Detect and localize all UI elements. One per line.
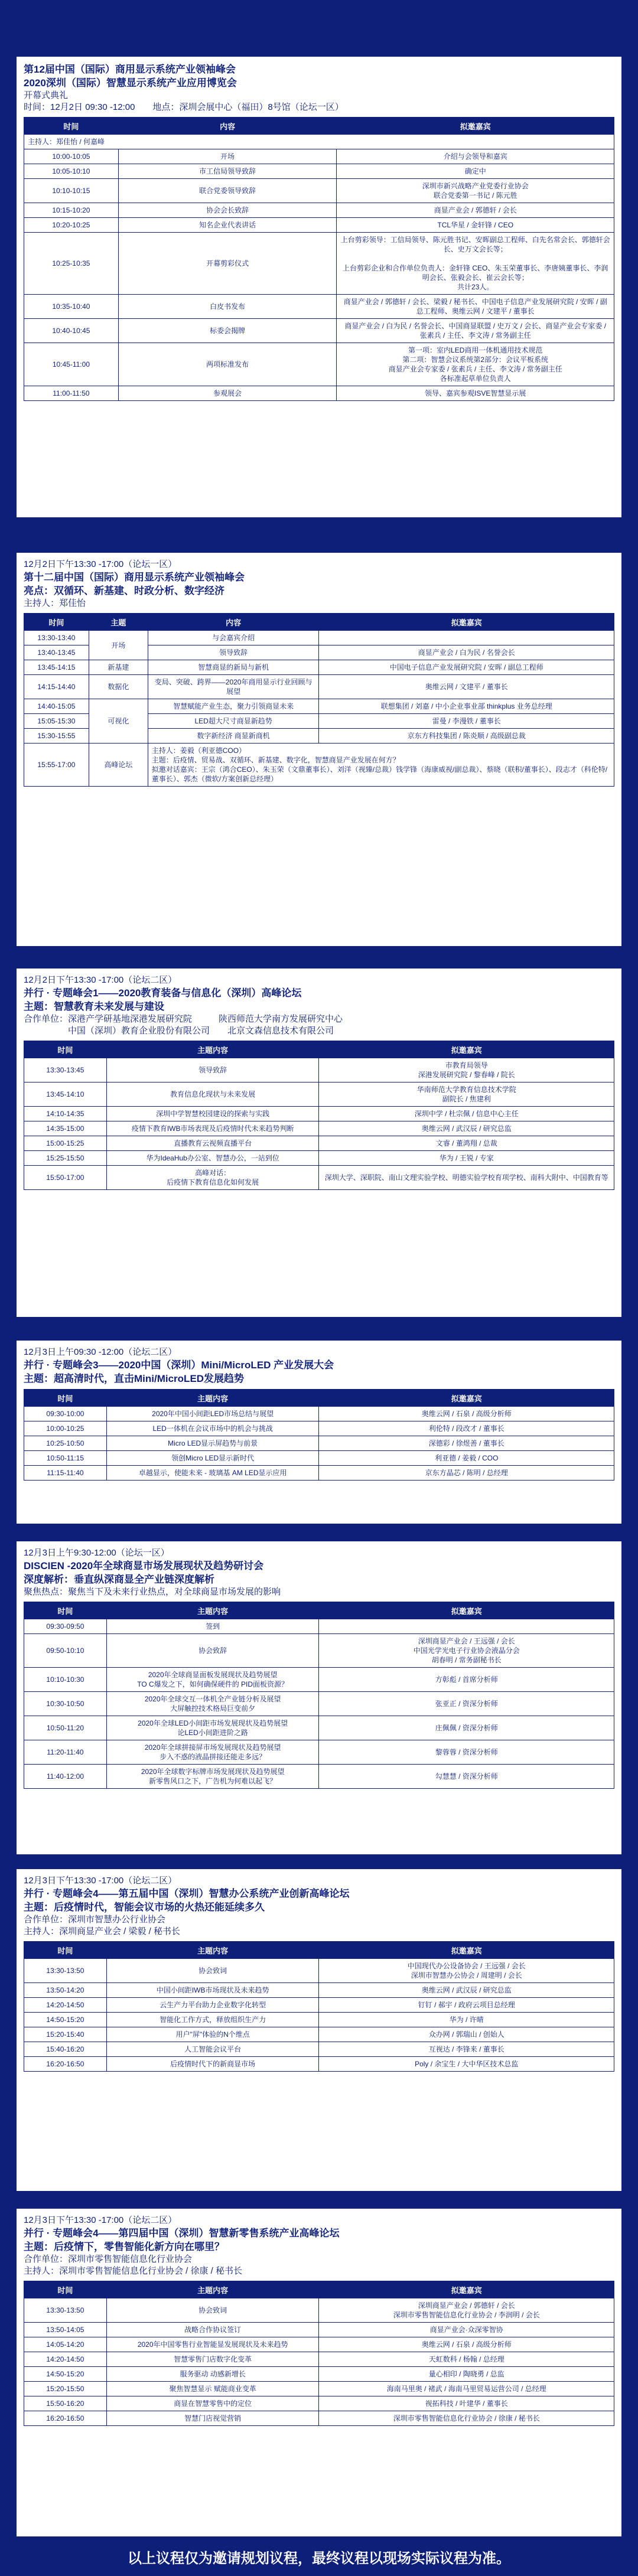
table-row [24,2396,614,2411]
section-header-line: 12月3日上午09:30 -12:00（论坛二区） [24,1347,177,1357]
table-cell: 11:40-12:00 [24,1765,107,1789]
table-row [24,1121,614,1136]
table-cell: 深圳商显产业会 / 郭德轩 / 会长 深圳市零售智能信息化行业协会 / 李润明 / 会长 [319,2298,614,2323]
table-cell: 联想集团 / 刘嘉 / 中小企业事业部 thinkplus 业务总经理 [319,699,614,714]
table-cell: 11:15-11:40 [24,1466,107,1481]
table-cell: 2020年全球数字标牌市场发展现状及趋势展望 新零售风口之下，广告机为何难以起飞？ [106,1765,319,1789]
section-header-line: DISCIEN -2020年全球商显市场发展现状及趋势研讨会 [24,1560,264,1571]
table-cell: 13:30-13:40 [24,631,89,645]
table-row [24,1421,614,1436]
column-header: 拟邀嘉宾 [319,614,614,631]
table-row [24,2323,614,2337]
table-cell: 钉钉 / 郝宇 / 政府云项目总经理 [319,1998,614,2013]
table-cell: 10:05-10:10 [24,164,119,179]
table-row [24,2057,614,2072]
table-cell: 奥维云网 / 文建平 / 董事长 [319,675,614,699]
section-header-line: 2020深圳（国际）智慧显示系统产业应用博览会 [24,77,237,89]
section-header-line: 深度解析：垂直纵深商显全产业链深度解析 [24,1574,214,1585]
table-cell: 智慧赋能产业生态，聚力引领商显未来 [148,699,319,714]
table-cell: 变局、突破、跨界——2020年商用显示行业回顾与展望 [148,675,319,699]
table-cell: 开幕剪彩仪式 [118,233,337,295]
table-cell: 14:05-14:20 [24,2337,107,2352]
column-header: 拟邀嘉宾 [319,2281,614,2298]
table-cell: 张亚正 / 资深分析师 [319,1692,614,1716]
table-cell: 方彰彪 / 首席分析师 [319,1668,614,1692]
table-cell: 量心相印 / 陶晓勇 / 总监 [319,2367,614,2382]
table-cell: 主持人：姜毅（利亚德COO） 主题：后疫情、贸易战、双循环、新基建、数字化，智慧商显产业发展在何方？ 拟邀对话嘉宾：王宗（鸿合CEO）、朱玉荣（文鼎董事长）、刘洋（视臻/总裁）钱学锋（海康威视/副总裁）、蔡晓（联积/董事长）、段志才（科伦特/董事长）、郭杰（微软/方案创新总经理） [148,744,614,787]
table-cell [319,1619,614,1634]
column-header: 拟邀嘉宾 [319,1041,614,1058]
section-discien-forum [17,1541,621,1854]
table-cell: 15:50-16:20 [24,2396,107,2411]
column-header: 主题内容 [106,1390,319,1407]
table-cell: 京东方科技集团 / 陈炎顺 / 高级副总裁 [319,729,614,744]
column-header: 时间 [24,118,119,135]
section-header-line: 主题：后疫情下，零售智能化新方向在哪里？ [24,2241,224,2252]
section-header-line: 合作单位：深圳市智慧办公行业协会 [24,1915,166,1925]
table-cell: 10:25-10:50 [24,1436,107,1451]
table-cell: 奥维云网 / 武汉辰 / 研究总监 [319,1983,614,1998]
table-cell: 10:10-10:15 [24,179,119,203]
table-cell: 云生产力平台助力企业数字化转型 [106,1998,319,2013]
table-cell: 新基建 [89,660,148,675]
section-header-line: 并行 · 专题峰会4——第五届中国（深圳）智慧办公系统产业创新高峰论坛 [24,1888,350,1899]
column-header: 时间 [24,1041,107,1058]
table-cell: 16:20-16:50 [24,2411,107,2426]
table-cell: 雷曼 / 李漫铁 / 董事长 [319,714,614,729]
section-microled-forum [17,1341,621,1524]
table-row [24,1716,614,1740]
section-header-line: 并行 · 专题峰会4——第四届中国（深圳）智慧新零售系统产业高峰论坛 [24,2228,340,2239]
table-cell: 13:30-13:45 [24,1058,107,1082]
table-cell: Poly / 余宝生 / 大中华区技术总监 [319,2057,614,2072]
table-cell: 10:30-10:50 [24,1692,107,1716]
table-cell: 聚焦智慧显示 赋能商业变革 [106,2382,319,2396]
table-row [24,1451,614,1466]
table-row [24,1082,614,1107]
table-cell: 可视化 [89,699,148,744]
table-cell: 中国电子信息产业发展研究院 / 安晖 / 副总工程师 [319,660,614,675]
table-row [24,660,614,675]
table-cell: 15:20-15:40 [24,2027,107,2042]
table-cell: 奥维云网 / 石泉 / 高级分析师 [319,1407,614,1421]
table-cell: 领导致辞 [148,645,319,660]
table-cell: 协会致词 [106,2298,319,2323]
table-cell: LED一体机在会议市场中的机会与挑战 [106,1421,319,1436]
table-cell: 智慧零售门店数字化变革 [106,2352,319,2367]
section-header-line: 12月3日下午13:30 -17:00（论坛二区） [24,1876,177,1886]
table-cell: 华为 / 王锐 / 专家 [319,1151,614,1166]
table-cell: 开场 [118,149,337,164]
table-cell: 2020年全球拼接屏市场发展现状及趋势展望 步入不惑的液晶拼接还能走多远？ [106,1740,319,1765]
table-cell: 京东方晶芯 / 陈明 / 总经理 [319,1466,614,1481]
section-retail-forum [17,2209,621,2536]
section-education-forum [17,969,621,1317]
table-cell: 协会会长致辞 [118,203,337,218]
column-header: 拟邀嘉宾 [319,1942,614,1959]
table-row [24,203,614,218]
table-row [24,2337,614,2352]
table-row [24,1668,614,1692]
table-row [24,1765,614,1789]
table-cell: 2020年全球交互一体机全产业链分析及展望 大屏触控技术格局巨变前夕 [106,1692,319,1716]
column-header: 时间 [24,614,89,631]
table-cell: 14:20-14:50 [24,1998,107,2013]
table-cell: 战略合作协议签订 [106,2323,319,2337]
column-header: 拟邀嘉宾 [319,1390,614,1407]
table-cell: 14:15-14:40 [24,675,89,699]
table-cell: 领导致辞 [106,1058,319,1082]
table-cell: 09:30-09:50 [24,1619,107,1634]
table-cell: 2020年全球LED小间距市场发展现状及趋势展望 论LED小间距进阶之路 [106,1716,319,1740]
table-cell: 标委会揭牌 [118,319,337,343]
table-cell: 协会致词 [106,1959,319,1983]
table-cell: 商显产业会 / 白为民 / 名誉会长 [319,645,614,660]
table-cell: 14:50-15:20 [24,2013,107,2027]
table-cell: 华为IdeaHub办公室、智慧办公，一站到位 [106,1151,319,1166]
table-cell: 深圳中学 / 杜宗佩 / 信息中心主任 [319,1107,614,1121]
table-row [24,386,614,401]
table-cell: 深圳市新兴战略产业党委行业协会 联合党委第一书记 / 陈元胜 [337,179,614,203]
table-row [24,135,614,149]
table-row [24,343,614,386]
section-header-line: 12月3日上午9:30-12:00（论坛一区） [24,1548,170,1558]
section-header-line: 中国（深圳）教育企业股份有限公司 北京文森信息技术有限公司 [24,1026,334,1036]
section-header-line: 12月2日下午13:30 -17:00（论坛一区） [24,559,177,569]
table-row [24,2013,614,2027]
table-row [24,2352,614,2367]
table-row [24,744,614,787]
schedule-table [24,1602,614,1789]
section-header-line: 12月3日下午13:30 -17:00（论坛二区） [24,2215,177,2225]
table-cell: Micro LED显示屏趋势与前景 [106,1436,319,1451]
table-row [24,699,614,714]
table-cell: 深德彩 / 徐煜善 / 董事长 [319,1436,614,1451]
section-header-line: 聚焦热点：聚焦当下及未来行业热点，对全球商显市场发展的影响 [24,1587,281,1597]
table-row [24,1466,614,1481]
table-cell: 海南马里奥 / 褚武 / 海南马里贸易运营公司 / 总经理 [319,2382,614,2396]
table-cell: 10:40-10:45 [24,319,119,343]
table-cell: 15:25-15:50 [24,1151,107,1166]
table-cell: 视拓科技 / 叶建华 / 董事长 [319,2396,614,2411]
table-cell: 深圳商显产业会 / 王远强 / 会长 中国光学光电子行业协会液晶分会 胡春明 / 常务副秘书长 [319,1634,614,1668]
table-cell: 13:45-14:10 [24,1082,107,1107]
section-opening [17,57,621,517]
table-cell: 13:50-14:20 [24,1983,107,1998]
table-cell: 中国小间距IWB市场现状及未来趋势 [106,1983,319,1998]
table-cell: 联合党委领导致辞 [118,179,337,203]
table-row [24,218,614,233]
table-cell [319,631,614,645]
column-header: 主题内容 [106,1942,319,1959]
table-cell: 众办网 / 郭瑞山 / 创始人 [319,2027,614,2042]
table-cell: 13:30-13:50 [24,2298,107,2323]
table-row [24,2411,614,2426]
table-cell: 协会致辞 [106,1634,319,1668]
table-cell: 10:20-10:25 [24,218,119,233]
table-cell: 数据化 [89,675,148,699]
column-header: 主题内容 [106,2281,319,2298]
table-cell: 09:30-10:00 [24,1407,107,1421]
column-header: 时间 [24,1602,107,1619]
section-header-line: 并行 · 专题峰会1——2020教育装备与信息化（深圳）高峰论坛 [24,987,302,999]
column-header: 主题 [89,614,148,631]
table-cell: 10:15-10:20 [24,203,119,218]
table-cell: 10:25-10:35 [24,233,119,295]
schedule-table [24,117,614,401]
table-cell: 勾慧慧 / 资深分析师 [319,1765,614,1789]
section-header-line: 合作单位：深港产学研基地深港发展研究院 陕西师范大学南方发展研究中心 [24,1014,343,1024]
table-cell: 领创Micro LED显示新时代 [106,1451,319,1466]
table-cell: 与会嘉宾介绍 [148,631,319,645]
table-row [24,1136,614,1151]
table-cell: 智慧商显的新局与新机 [148,660,319,675]
table-row [24,1998,614,2013]
table-cell: 14:40-15:05 [24,699,89,714]
table-cell: 华为 / 许晴 [319,2013,614,2027]
table-cell: 直播教育云视频直播平台 [106,1136,319,1151]
table-cell: 黎蓉蓉 / 资深分析师 [319,1740,614,1765]
table-cell: 商显产业会 / 郭德轩 / 会长 [337,203,614,218]
table-cell: 高峰论坛 [89,744,148,787]
section-office-forum [17,1869,621,2191]
table-cell: 智慧门店视觉营销 [106,2411,319,2426]
table-cell: 市教育局领导 深港发展研究院 / 黎春峰 / 院长 [319,1058,614,1082]
table-row [24,2382,614,2396]
table-row [24,149,614,164]
table-cell: 11:20-11:40 [24,1740,107,1765]
table-cell: 文睿 / 董鸿翔 / 总裁 [319,1136,614,1151]
table-cell: 两项标准发布 [118,343,337,386]
schedule-table [24,613,614,787]
table-row [24,164,614,179]
section-header-line: 开幕式典礼 [24,90,69,100]
table-cell: 商显产业会 / 郭德轩 / 会长、梁毅 / 秘书长、中国电子信息产业发展研究院 / 安晖 / 副总工程师、奥维云网 / 文建平 / 董事长 [337,295,614,319]
column-header: 拟邀嘉宾 [337,118,614,135]
section-header-line: 亮点：双循环、新基建、时政分析、数字经济 [24,585,224,596]
table-row [24,1959,614,1983]
table-cell: 商显产业会·众深零智协 [319,2323,614,2337]
table-cell: 14:20-14:50 [24,2352,107,2367]
table-cell: 介绍与会领导和嘉宾 [337,149,614,164]
table-cell: 10:50-11:20 [24,1716,107,1740]
table-row [24,675,614,699]
table-cell: 10:50-11:15 [24,1451,107,1466]
table-cell: 商显产业会 / 白为民 / 名誉会长、中国商显联盟 / 史万文 / 会长、商显产业会专家委 / 张素兵 / 主任、李文涛 / 常务副主任 [337,319,614,343]
table-cell: 深圳大学、深职院、南山文理实验学校、明德实验学校育项学校、南科大附中、中国教育等 [319,1166,614,1190]
table-row [24,1619,614,1634]
table-cell: 知名企业代表讲话 [118,218,337,233]
table-row [24,2042,614,2057]
schedule-table [24,1041,614,1190]
table-row [24,1166,614,1190]
section-header-line: 时间：12月2日 09:30 -12:00 地点：深圳会展中心（福田）8号馆（论坛一区） [24,102,344,112]
table-row [24,2367,614,2382]
table-cell: 数字新经济 商显新商机 [148,729,319,744]
table-cell: 庄佩佩 / 资深分析师 [319,1716,614,1740]
section-header-line: 12月2日下午13:30 -17:00（论坛二区） [24,975,177,985]
table-cell: 13:45-14:15 [24,660,89,675]
column-header: 内容 [148,614,319,631]
table-row [24,1634,614,1668]
table-cell: 开场 [89,631,148,660]
table-row [24,2298,614,2323]
section-header-line: 第12届中国（国际）商用显示系统产业领袖峰会 [24,64,236,75]
footer-note: 以上议程仅为邀请规划议程，最终议程以现场实际议程为准。 [128,2551,510,2567]
table-cell: 教育信息化现状与未来发展 [106,1082,319,1107]
column-header: 内容 [118,118,337,135]
table-cell: 13:40-13:45 [24,645,89,660]
table-cell: 主持人：郑佳怡 / 何嘉峰 [24,135,614,149]
column-header: 时间 [24,2281,107,2298]
table-cell: 服务驱动 动感新增长 [106,2367,319,2382]
section-header-line: 第十二届中国（国际）商用显示系统产业领袖峰会 [24,572,245,583]
table-row [24,233,614,295]
table-cell: 用户"屏"体验的N个维点 [106,2027,319,2042]
table-cell: 领导、嘉宾参观ISVE智慧显示展 [337,386,614,401]
table-cell: 13:50-14:05 [24,2323,107,2337]
table-cell: 互视达 / 李锋来 / 董事长 [319,2042,614,2057]
table-cell: 15:05-15:30 [24,714,89,729]
table-row [24,631,614,645]
table-cell: 第一项：室内LED商用一体机通用技术规范 第二项：智慧会议系统第2部分：会议平板系统 商显产业会专家委 / 张素兵 / 主任、李文涛 / 常务副主任 各标准起草单位负责人 [337,343,614,386]
table-cell: 上台剪彩领导：工信局领导、陈元胜书记、安晖副总工程师、白先名常会长、郭德轩会长、史万文会长等； 上台剪彩企业和合作单位负责人：金轩锋 CEO、朱玉荣董事长、李唐姨董事长、李润明会长、张毅会长、崔云会长等； 共计23人。 [337,233,614,295]
table-cell: 奥维云网 / 武汉辰 / 研究总监 [319,1121,614,1136]
table-cell: 15:20-15:50 [24,2382,107,2396]
section-header-line: 合作单位：深圳市零售智能信息化行业协会 [24,2254,193,2264]
table-cell: 10:35-10:40 [24,295,119,319]
table-cell: 人工智能会议平台 [106,2042,319,2057]
table-cell: 2020年全球商显面板发展现状及趋势展望 TO C爆发之下，如何确保硬件的 PID面板资源？ [106,1668,319,1692]
table-cell: 15:00-15:25 [24,1136,107,1151]
table-cell: 10:00-10:05 [24,149,119,164]
table-row [24,2027,614,2042]
column-header: 主题内容 [106,1041,319,1058]
table-row [24,179,614,203]
table-cell: TCL华星 / 金轩锋 / CEO [337,218,614,233]
table-cell: 参观展会 [118,386,337,401]
table-row [24,1151,614,1166]
table-row [24,1107,614,1121]
section-header-line: 主题：后疫情时代，智能会议市场的火热还能延续多久 [24,1902,265,1913]
column-header: 时间 [24,1942,107,1959]
table-cell: 奥维云网 / 石泉 / 高级分析师 [319,2337,614,2352]
section-header-line: 主持人：深圳市零售智能信息化行业协会 / 徐康 / 秘书长 [24,2266,243,2276]
table-cell: 13:30-13:50 [24,1959,107,1983]
table-cell: 10:45-11:00 [24,343,119,386]
table-row [24,1436,614,1451]
table-cell: 智能化工作方式，释放组织生产力 [106,2013,319,2027]
table-row [24,1983,614,1998]
table-row [24,295,614,319]
table-cell: 疫情下教育IWB市场表现及后疫情时代未来趋势判断 [106,1121,319,1136]
section-header-line: 并行 · 专题峰会3——2020中国（深圳）Mini/MicroLED 产业发展大会 [24,1359,334,1371]
section-header-line: 主题：智慧教育未来发展与建设 [24,1001,164,1012]
table-cell: 14:50-15:20 [24,2367,107,2382]
table-row [24,1692,614,1716]
column-header: 时间 [24,1390,107,1407]
table-cell: 利亚德 / 姜毅 / COO [319,1451,614,1466]
table-cell: 09:50-10:10 [24,1634,107,1668]
table-cell: 天虹数科 / 杨翰 / 总经理 [319,2352,614,2367]
table-cell: 10:10-10:30 [24,1668,107,1692]
table-cell: 市工信局领导致辞 [118,164,337,179]
section-header-line: 主持人：郑佳怡 [24,598,86,608]
table-cell: 15:50-17:00 [24,1166,107,1190]
column-header: 拟邀嘉宾 [319,1602,614,1619]
table-cell: 14:10-14:35 [24,1107,107,1121]
section-summit-afternoon [17,553,621,946]
schedule-table [24,1941,614,2072]
schedule-table [24,2281,614,2426]
table-cell: 16:20-16:50 [24,2057,107,2072]
table-cell: 签到 [106,1619,319,1634]
section-header-line: 主持人：深圳商显产业会 / 梁毅 / 秘书长 [24,1926,181,1936]
section-header-line: 主题：超高清时代，直击Mini/MicroLED发展趋势 [24,1373,245,1384]
table-row [24,1407,614,1421]
table-row [24,1740,614,1765]
table-cell: 15:30-15:55 [24,729,89,744]
table-cell: 深圳市零售智能信息化行业协会 / 徐康 / 秘书长 [319,2411,614,2426]
table-cell: 高峰对话： 后疫情下教育信息化如何发展 [106,1166,319,1190]
table-cell: 14:35-15:00 [24,1121,107,1136]
table-cell: 商显在智慧零售中的定位 [106,2396,319,2411]
table-cell: 利伦特 / 段改才 / 董事长 [319,1421,614,1436]
table-cell: 确定中 [337,164,614,179]
table-cell: 深圳中学智慧校园建设的探索与实践 [106,1107,319,1121]
schedule-table [24,1389,614,1481]
table-cell: 卓越显示，使能未来 - 玻璃基 AM LED显示应用 [106,1466,319,1481]
table-cell: 2020年中国小间距LED市场总结与展望 [106,1407,319,1421]
table-cell: 15:40-16:20 [24,2042,107,2057]
table-cell: 15:55-17:00 [24,744,89,787]
table-cell: LED超大尺寸商显新趋势 [148,714,319,729]
table-cell: 10:00-10:25 [24,1421,107,1436]
table-cell: 白皮书发布 [118,295,337,319]
table-cell: 中国现代办公设备协会 / 王远强 / 会长 深圳市智慧办公协会 / 周建明 / 会长 [319,1959,614,1983]
table-cell: 华南师范大学教育信息技术学院 副院长 / 焦建利 [319,1082,614,1107]
table-cell: 2020年中国零售行业智能显发展现状及未来趋势 [106,2337,319,2352]
table-cell: 后疫情时代下的新商显市场 [106,2057,319,2072]
column-header: 主题内容 [106,1602,319,1619]
table-cell: 11:00-11:50 [24,386,119,401]
table-row [24,1058,614,1082]
table-row [24,319,614,343]
